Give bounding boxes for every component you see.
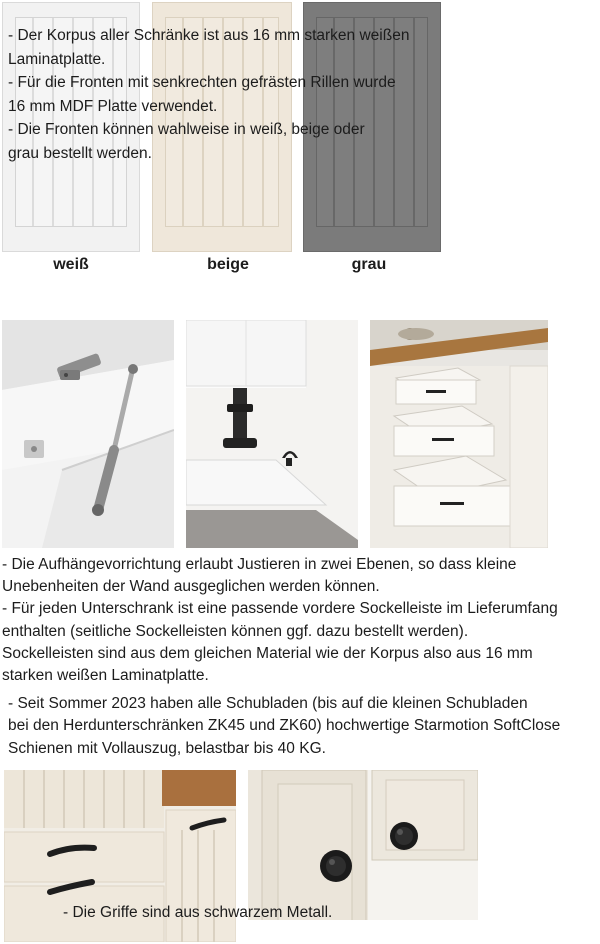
note-line: Unebenheiten der Wand ausgeglichen werden können. [2,578,380,596]
knob-icon [320,850,352,882]
note-line: - Für jeden Unterschrank ist eine passende vordere Sockelleiste im Lieferumfang [2,600,558,618]
note-line: - Die Fronten können wahlweise in weiß, beige oder [8,121,365,138]
swatch-label-grau: grau [351,256,387,273]
notes-drawer-rails [8,693,598,760]
swatch-label-weiss: weiß [53,256,89,273]
handle-note: - Die Griffe sind aus schwarzem Metall. [63,904,333,921]
note-line: - Seit Sommer 2023 haben alle Schubladen (bis auf die kleinen Schubladen [8,695,528,712]
note-line: bei den Herdunterschränken ZK45 und ZK60) hochwertige Starmotion SoftClose [8,717,561,735]
note-line: 16 mm MDF Platte verwendet. [8,97,218,115]
photo-open-drawers [370,320,548,548]
note-line: - Die Aufhängevorrichtung erlaubt Justieren in zwei Ebenen, so dass kleine [2,556,517,573]
photo-plinth-leg [186,320,358,548]
note-line: grau bestellt werden. [8,144,152,162]
note-line: - Für die Fronten mit senkrechten gefrästen Rillen wurde [8,74,396,91]
note-line: enthalten (seitliche Sockelleisten können ggf. dazu bestellt werden). [2,622,469,640]
note-line: Schienen mit Vollauszug, belastbar bis 40 KG. [8,739,326,757]
notes-mid [2,554,600,687]
note-line: starken weißen Laminatplatte. [2,667,209,685]
note-line: Sockelleisten sind aus dem gleichen Material wie der Korpus also aus 16 mm [2,644,533,662]
notes-top [8,24,468,165]
swatch-label-beige: beige [207,256,249,273]
note-line: - Der Korpus aller Schränke ist aus 16 mm starken weißen [8,27,410,44]
photo-hinge-gas-strut [2,320,174,548]
note-line: Laminatplatte. [8,50,106,68]
knob-icon [390,822,418,850]
